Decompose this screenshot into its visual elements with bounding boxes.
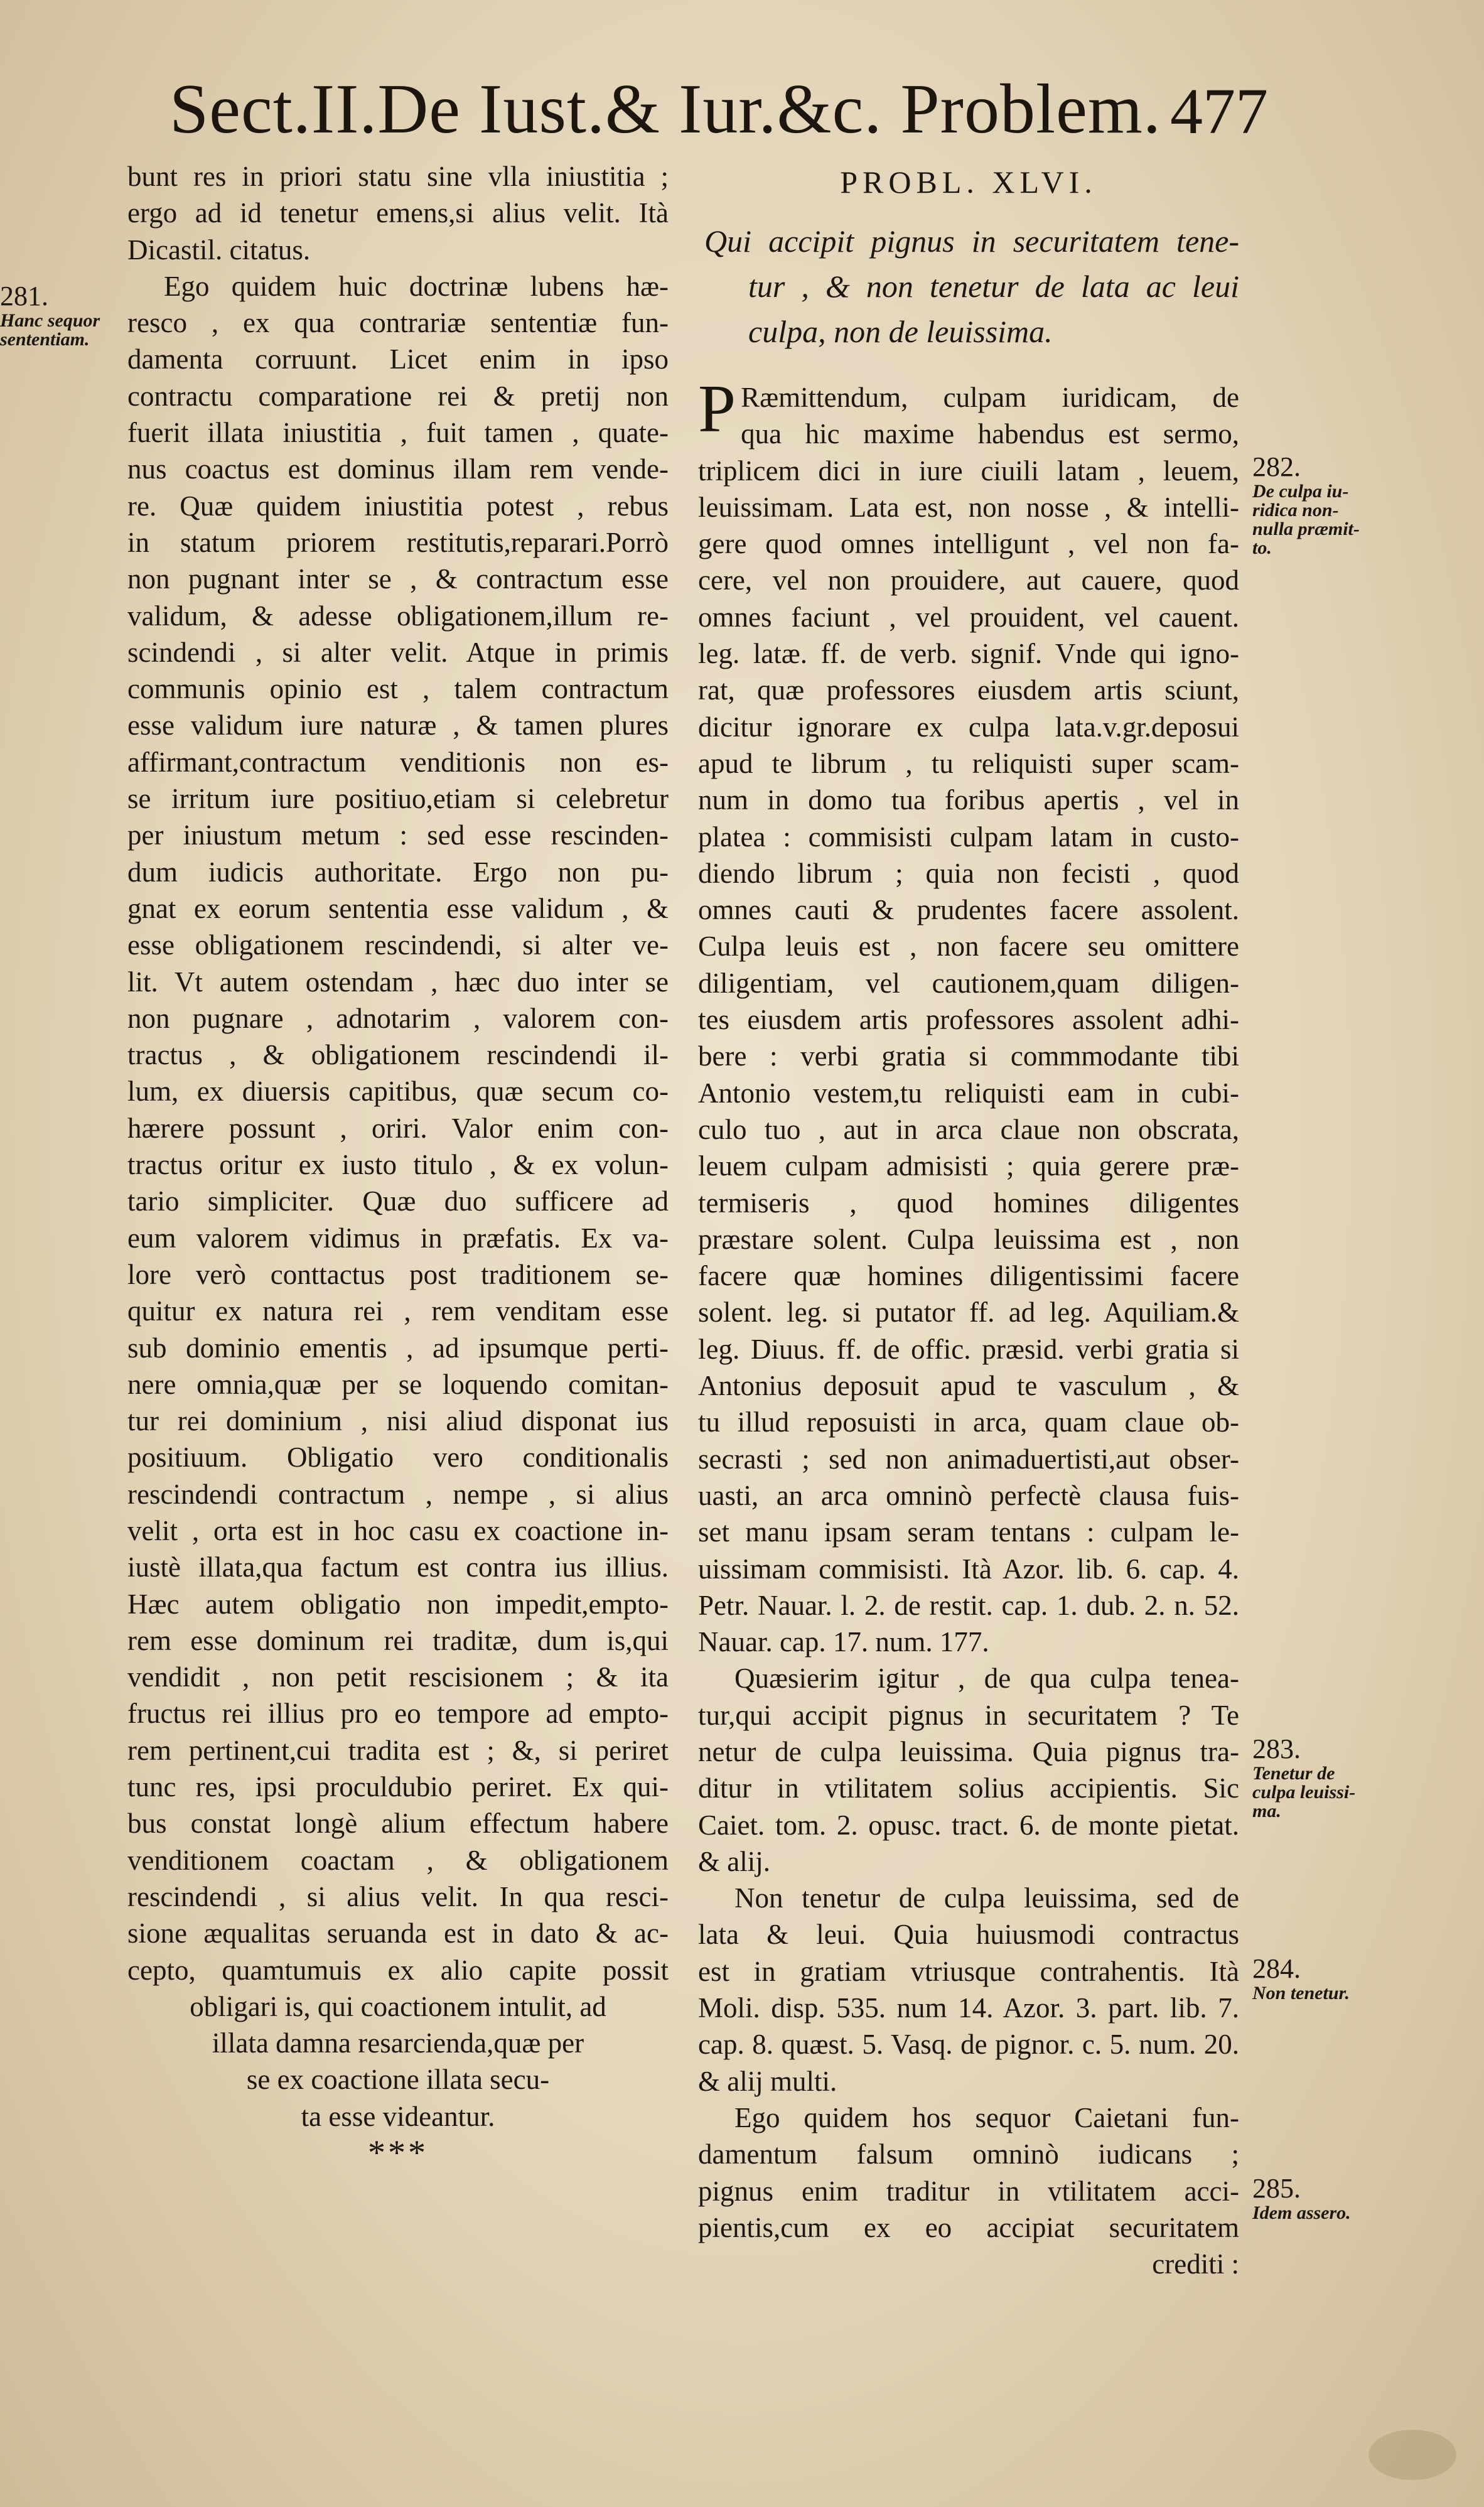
text-line: num in domo tua foribus apertis , vel in bbox=[698, 784, 1239, 816]
text-line: termiseris , quod homines diligentes bbox=[698, 1187, 1239, 1219]
text-line: Dicastil. citatus. bbox=[127, 234, 311, 266]
text-line: leg. latæ. ff. de verb. signif. Vnde qui igno- bbox=[698, 638, 1239, 670]
text-line: rescindendi , si alius velit. In qua resci- bbox=[127, 1880, 669, 1912]
margin-note-text: ridica non- bbox=[1252, 500, 1339, 520]
question-line: culpa, non de leuissima. bbox=[748, 314, 1053, 349]
text-line: facere quæ homines diligentissimi facere bbox=[698, 1260, 1239, 1292]
text-line: communis opinio est , talem contractum bbox=[127, 673, 669, 705]
margin-note-number: 285. bbox=[1252, 2173, 1301, 2204]
text-line: uasti, an arca omninò perfectè clausa fuis- bbox=[698, 1479, 1239, 1511]
text-line: omnes faciunt , vel prouident, vel cauent. bbox=[698, 601, 1239, 633]
text-line: Non tenetur de culpa leuissima, sed de bbox=[734, 1882, 1239, 1914]
text-line: in statum priorem restitutis,reparari.Porrò bbox=[127, 526, 669, 558]
text-line: omnes cauti & prudentes facere assolent. bbox=[698, 894, 1239, 926]
text-line: re. Quæ quidem iniustitia potest , rebus bbox=[127, 490, 669, 522]
text-line: cepto, quamtumuis ex alio capite possit bbox=[127, 1954, 669, 1986]
text-line: Caiet. tom. 2. opusc. tract. 6. de monte pietat. bbox=[698, 1809, 1239, 1841]
text-line: rescindendi contractum , nempe , si alius bbox=[127, 1478, 669, 1510]
text-line: Antonio vestem,tu reliquisti eam in cubi- bbox=[698, 1077, 1239, 1109]
text-line: uissimam commisisti. Ità Azor. lib. 6. cap. 4. bbox=[698, 1553, 1239, 1585]
text-line: rem esse dominum rei traditæ, dum is,qui bbox=[127, 1624, 669, 1656]
text-line: ditur in vtilitatem solius accipientis. Sic bbox=[698, 1772, 1239, 1804]
text-line: qua hic maxime habendus est sermo, bbox=[741, 418, 1239, 450]
text-line: fructus rei illius pro eo tempore ad empto- bbox=[127, 1698, 669, 1730]
text-line: rat, quæ professores eiusdem artis sciunt, bbox=[698, 674, 1239, 706]
text-line: leuissimam. Lata est, non nosse , & intelli- bbox=[698, 491, 1239, 523]
text-line: cap. 8. quæst. 5. Vasq. de pignor. c. 5. num. 20. bbox=[698, 2029, 1239, 2061]
text-line: netur de culpa leuissima. Quia pignus tra- bbox=[698, 1735, 1239, 1767]
text-line: Hæc autem obligatio non impedit,empto- bbox=[127, 1588, 669, 1620]
text-line: tur rei dominium , nisi aliud disponat ius bbox=[127, 1405, 669, 1437]
margin-note-283 bbox=[1252, 1734, 1362, 1821]
text-line: bus constat longè alium effectum habere bbox=[127, 1808, 669, 1840]
text-line: resco , ex qua contrariæ sententiæ fun- bbox=[127, 307, 669, 339]
text-line: pientis,cum ex eo accipiat securitatem bbox=[698, 2211, 1239, 2243]
text-line: lit. Vt autem ostendam , hæc duo inter se bbox=[127, 966, 669, 998]
text-line: quitur ex natura rei , rem venditam esse bbox=[127, 1295, 669, 1327]
paper-stain bbox=[1368, 2430, 1456, 2480]
text-line: damenta corruunt. Licet enim in ipso bbox=[127, 343, 669, 375]
margin-note-text: sententiam. bbox=[0, 329, 90, 350]
page-header bbox=[169, 69, 1268, 151]
drop-cap: P bbox=[698, 372, 736, 446]
text-line: secrasti ; sed non animaduertisti,aut obser- bbox=[698, 1443, 1239, 1475]
text-line: diendo librum ; quia non fecisti , quod bbox=[698, 857, 1239, 889]
text-line: & alij multi. bbox=[698, 2065, 837, 2097]
spacer bbox=[698, 354, 1239, 379]
text-line: contractu comparatione rei & pretij non bbox=[127, 380, 669, 412]
text-line: Antonius deposuit apud te vasculum , & bbox=[698, 1370, 1239, 1402]
text-line: illata damna resarcienda,quæ per bbox=[212, 2027, 584, 2059]
text-line: & alij. bbox=[698, 1845, 770, 1877]
text-line: Ego quidem huic doctrinæ lubens hæ- bbox=[164, 270, 669, 302]
text-line: apud te librum , tu reliquisti super scam- bbox=[698, 747, 1239, 779]
margin-note-text: Tenetur de bbox=[1252, 1763, 1335, 1784]
text-line: obligari is, qui coactionem intulit, ad bbox=[190, 1990, 606, 2022]
text-line: tractus , & obligationem rescindendi il- bbox=[127, 1039, 669, 1071]
text-line: se ex coactione illata secu- bbox=[246, 2064, 550, 2096]
text-line: Petr. Nauar. l. 2. de restit. cap. 1. dub. 2. n. 52. bbox=[698, 1589, 1239, 1621]
margin-note-text: Hanc sequor bbox=[0, 310, 100, 331]
running-head: Sect.II.De Iust.& Iur.&c. Problem. bbox=[169, 70, 1161, 148]
text-line: fuerit illata iniustitia , fuit tamen , quate- bbox=[127, 417, 669, 449]
question-line: Qui accipit pignus in securitatem tene- bbox=[704, 224, 1239, 259]
margin-note-text: Idem assero. bbox=[1252, 2202, 1351, 2223]
margin-note-281 bbox=[0, 281, 110, 349]
text-line: venditionem coactam , & obligationem bbox=[127, 1844, 669, 1876]
text-line: Culpa leuis est , non facere seu omittere bbox=[698, 930, 1239, 962]
text-line: se irritum iure positiuo,etiam si celebretur bbox=[127, 783, 669, 815]
text-line: ta esse videantur. bbox=[301, 2100, 495, 2132]
text-line: sione æqualitas seruanda est in dato & ac- bbox=[127, 1917, 669, 1949]
text-line: damentum falsum omninò iudicans ; bbox=[698, 2138, 1239, 2170]
question-line: tur , & non tenetur de lata ac leui bbox=[748, 269, 1239, 304]
text-line: gnat ex eorum sententia esse validum , & bbox=[127, 892, 669, 924]
text-line: lore verò conttactus post traditionem se- bbox=[127, 1258, 669, 1290]
margin-note-number: 281. bbox=[0, 281, 48, 311]
margin-note-text: culpa leuissi- bbox=[1252, 1782, 1356, 1803]
margin-note-text: nulla præmit- bbox=[1252, 519, 1360, 539]
text-line: gere quod omnes intelligunt , vel non fa- bbox=[698, 528, 1239, 560]
text-line: Ræmittendum, culpam iuridicam, de bbox=[741, 382, 1239, 413]
text-line: non pugnant inter se , & contractum esse bbox=[127, 563, 669, 595]
margin-note-284 bbox=[1252, 1954, 1362, 2003]
text-line: bunt res in priori statu sine vlla iniustitia ; bbox=[127, 161, 669, 192]
text-line: non pugnare , adnotarim , valorem con- bbox=[127, 1002, 669, 1034]
text-line: tractus oritur ex iusto titulo , & ex volun- bbox=[127, 1149, 669, 1181]
text-line: est in gratiam vtriusque contrahentis. Ità bbox=[698, 1955, 1239, 1987]
text-line: validum, & adesse obligationem,illum re- bbox=[127, 600, 669, 632]
problem-body bbox=[698, 372, 1239, 2282]
text-line: lata & leui. Quia huiusmodi contractus bbox=[698, 1919, 1239, 1951]
right-text-column bbox=[698, 158, 1239, 2282]
margin-note-number: 283. bbox=[1252, 1733, 1301, 1764]
text-line: tur,qui accipit pignus in securitatem ? Te bbox=[698, 1699, 1239, 1731]
margin-note-number: 284. bbox=[1252, 1953, 1301, 1984]
text-line: Moli. disp. 535. num 14. Azor. 3. part. lib. 7. bbox=[698, 1992, 1239, 2024]
page-number: 477 bbox=[1170, 75, 1268, 148]
text-line: leuem culpam admisisti ; quia gerere præ- bbox=[698, 1150, 1239, 1182]
text-line: tes eiusdem artis professores assolent adhi- bbox=[698, 1004, 1239, 1036]
text-line: velit , orta est in hoc casu ex coactione in- bbox=[127, 1514, 669, 1546]
text-line: rem pertinent,cui tradita est ; &, si periret bbox=[127, 1734, 669, 1766]
text-line: bere : verbi gratia si commmodante tibi bbox=[698, 1040, 1239, 1072]
problem-heading: PROBL. XLVI. bbox=[840, 164, 1097, 200]
margin-note-text: De culpa iu- bbox=[1252, 481, 1349, 502]
problem-question bbox=[698, 218, 1239, 354]
text-line: eum valorem vidimus in præfatis. Ex va- bbox=[127, 1222, 669, 1254]
text-line: leg. Diuus. ff. de offic. præsid. verbi gratia si bbox=[698, 1333, 1239, 1365]
text-line: esse obligationem rescindendi, si alter ve- bbox=[127, 929, 669, 961]
text-line: Nauar. cap. 17. num. 177. bbox=[698, 1626, 989, 1658]
text-line: tu illud reposuisti in arca, quam claue ob- bbox=[698, 1406, 1239, 1438]
catchword: crediti : bbox=[1152, 2248, 1239, 2280]
text-line: pignus enim traditur in vtilitatem acci- bbox=[698, 2175, 1239, 2207]
text-line: set manu ipsam seram tentans : culpam le- bbox=[698, 1516, 1239, 1548]
text-line: tunc res, ipsi proculdubio periret. Ex qui- bbox=[127, 1771, 669, 1803]
text-line: dicitur ignorare ex culpa lata.v.gr.deposui bbox=[698, 711, 1239, 743]
text-line: Quæsierim igitur , de qua culpa tenea- bbox=[734, 1663, 1239, 1695]
text-line: hærere possunt , oriri. Valor enim con- bbox=[127, 1112, 669, 1144]
text-line: positiuum. Obligatio vero conditionalis bbox=[127, 1442, 669, 1474]
text-line: scindendi , si alter velit. Atque in primis bbox=[127, 636, 669, 668]
text-line: sub dominio ementis , ad ipsumque perti- bbox=[127, 1332, 669, 1364]
text-line: ergo ad id tenetur emens,si alius velit. Ità bbox=[127, 197, 669, 229]
text-line: dum iudicis authoritate. Ergo non pu- bbox=[127, 856, 669, 888]
text-line: Ego quidem hos sequor Caietani fun- bbox=[734, 2101, 1239, 2133]
text-line: culo tuo , aut in arca claue non obscrata, bbox=[698, 1113, 1239, 1145]
text-line: iustè illata,qua factum est contra ius illius. bbox=[127, 1551, 669, 1583]
text-line: nus coactus est dominus illam rem vende- bbox=[127, 453, 669, 485]
margin-note-282 bbox=[1252, 452, 1362, 558]
text-line: per iniustum metum : sed esse rescinden- bbox=[127, 819, 669, 851]
text-line: præstare solent. Culpa leuissima est , non bbox=[698, 1223, 1239, 1255]
text-line: vendidit , non petit rescisionem ; & ita bbox=[127, 1661, 669, 1693]
text-line: platea : commisisti culpam latam in custo- bbox=[698, 821, 1239, 853]
text-line: triplicem dici in iure ciuili latam , leuem, bbox=[698, 455, 1239, 487]
text-line: tario simpliciter. Quæ duo sufficere ad bbox=[127, 1185, 669, 1217]
text-line: solent. leg. si putator ff. ad leg. Aquiliam.& bbox=[698, 1297, 1239, 1329]
text-line: nere omnia,quæ per se loquendo comitan- bbox=[127, 1368, 669, 1400]
text-line: lum, ex diuersis capitibus, quæ secum co- bbox=[127, 1076, 669, 1108]
margin-note-text: ma. bbox=[1252, 1801, 1281, 1821]
margin-note-text: to. bbox=[1252, 537, 1272, 558]
text-line: diligentiam, vel cautionem,quam diligen- bbox=[698, 967, 1239, 999]
text-line: cere, vel non prouidere, aut cauere, quod bbox=[698, 564, 1239, 596]
margin-note-number: 282. bbox=[1252, 451, 1301, 482]
left-text-column bbox=[127, 158, 669, 2171]
section-end-ornament: *** bbox=[368, 2133, 428, 2173]
margin-note-text: Non tenetur. bbox=[1252, 1983, 1350, 2003]
text-line: affirmant,contractum venditionis non es- bbox=[127, 746, 669, 778]
margin-note-285 bbox=[1252, 2174, 1362, 2223]
text-line: esse validum iure naturæ , & tamen plures bbox=[127, 709, 669, 741]
